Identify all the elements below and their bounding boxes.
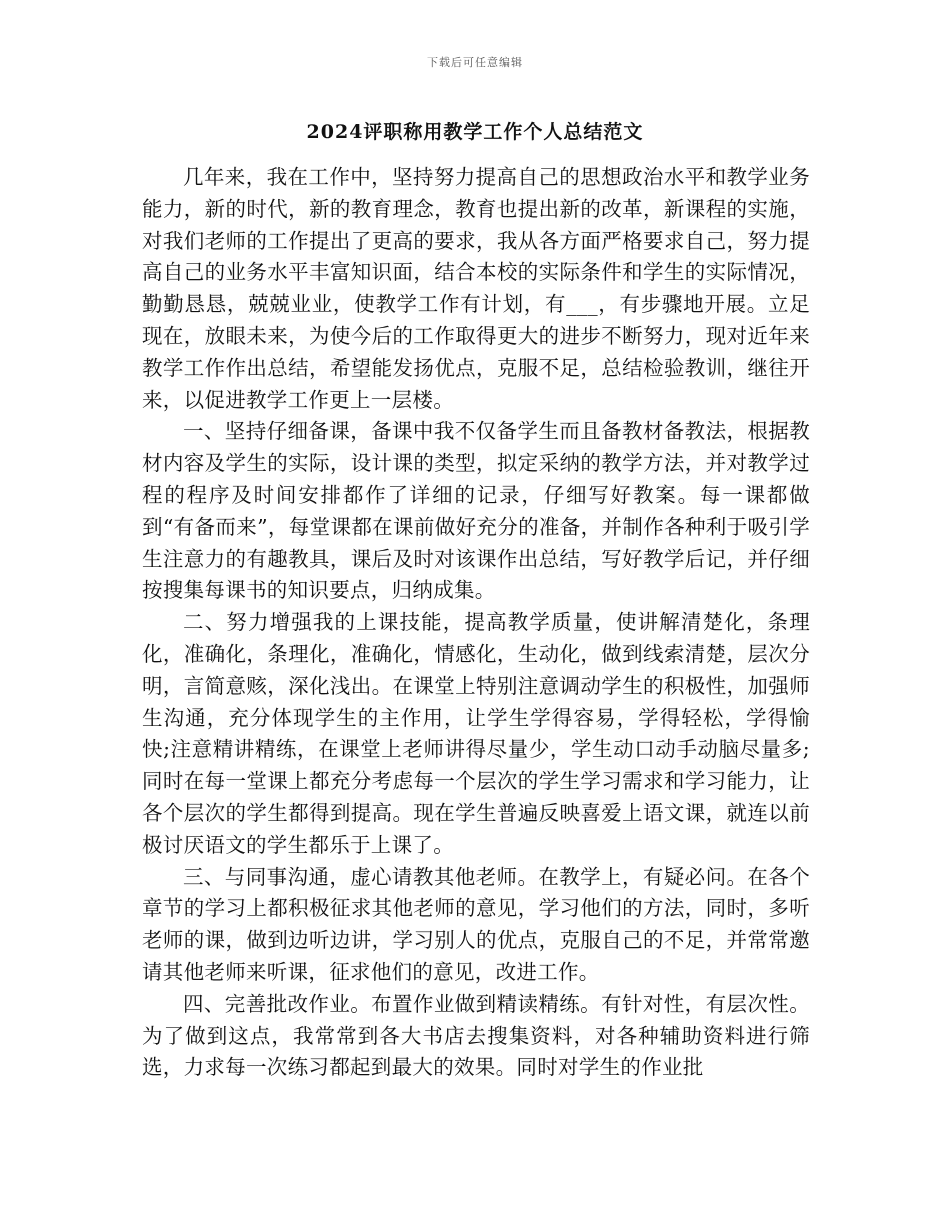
paragraph-section-1: 一、坚持仔细备课，备课中我不仅备学生而且备教材备教法，根据教材内容及学生的实际，设计课的类型，拟定采纳的教学方法，并对教学过程的程序及时间安排都作了详细的记录，仔细写好教案。每一课都做到“有备而来”，每堂课都在课前做好充分的准备，并制作各种利于吸引学生注意力的有趣教具，课后及时对该课作出总结，写好教学后记，并仔细按搜集每课书的知识要点，归纳成集。 xyxy=(142,419,810,603)
paragraph-section-4: 四、完善批改作业。布置作业做到精读精练。有针对性，有层次性。为了做到这点，我常常到各大书店去搜集资料，对各种辅助资料进行筛选，力求每一次练习都起到最大的效果。同时对学生的作业批 xyxy=(142,991,810,1080)
paragraph-section-3: 三、与同事沟通，虚心请教其他老师。在教学上，有疑必问。在各个章节的学习上都积极征求其他老师的意见，学习他们的方法，同时，多听老师的课，做到边听边讲，学习别人的优点，克服自己的不足，并常常邀请其他老师来听课，征求他们的意见，改进工作。 xyxy=(142,864,810,984)
paragraph-section-2: 二、努力增强我的上课技能，提高教学质量，使讲解清楚化，条理化，准确化，条理化，准确化，情感化，生动化，做到线索清楚，层次分明，言简意赅，深化浅出。在课堂上特别注意调动学生的积极性，加强师生沟通，充分体现学生的主作用，让学生学得容易，学得轻松，学得愉快;注意精讲精练，在课堂上老师讲得尽量少，学生动口动手动脑尽量多;同时在每一堂课上都充分考虑每一个层次的学生学习需求和学习能力，让各个层次的学生都得到提高。现在学生普遍反映喜爱上语文课，就连以前极讨厌语文的学生都乐于上课了。 xyxy=(142,610,810,857)
paragraph-intro: 几年来，我在工作中，坚持努力提高自己的思想政治水平和教学业务能力，新的时代，新的教育理念，教育也提出新的改革，新课程的实施，对我们老师的工作提出了更高的要求，我从各方面严格要求自己，努力提高自己的业务水平丰富知识面，结合本校的实际条件和学生的实际情况，勤勤恳恳，兢兢业业，使教学工作有计划，有___，有步骤地开展。立足现在，放眼未来，为使今后的工作取得更大的进步不断努力，现对近年来教学工作作出总结，希望能发扬优点，克服不足，总结检验教训，继往开来，以促进教学工作更上一层楼。 xyxy=(142,165,810,412)
document-body xyxy=(142,162,810,1084)
page-header-note: 下载后可任意编辑 xyxy=(427,56,523,69)
document-title: 2024评职称用教学工作个人总结范文 xyxy=(306,121,644,143)
